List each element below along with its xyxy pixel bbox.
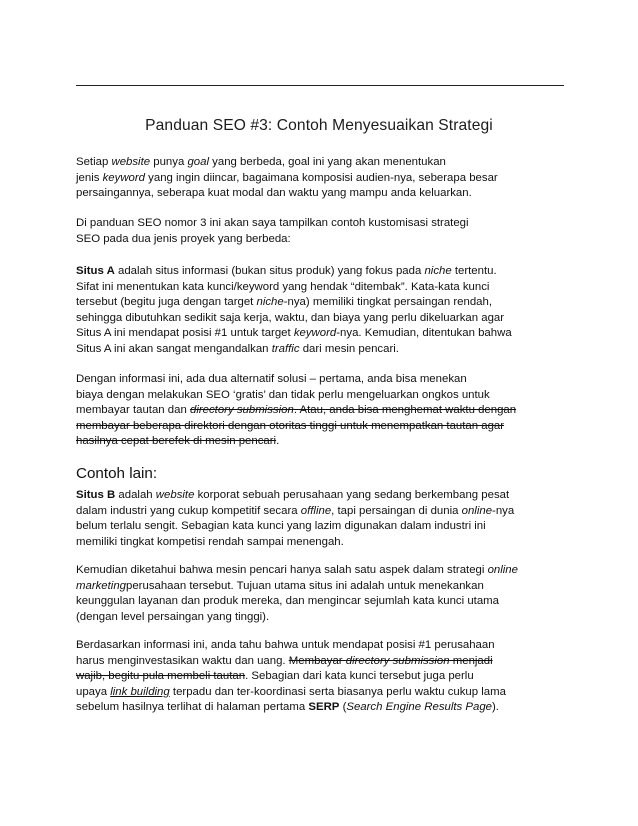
- paragraph-intro: Setiap website punya goal yang berbeda, goal ini yang akan menentukan jenis keyword yang ingin diincar, bagaimana komposisi audien-nya, seberapa besar persaingannya, seberapa kuat modal dan waktu yang mampu anda keluarkan.: [76, 156, 498, 200]
- paragraph-situs-a: Situs A adalah situs informasi (bukan situs produk) yang fokus pada niche tertentu. Sifat ini menentukan kata kunci/keyword yang hendak “ditembak”. Kata-kata kunci tersebut (begitu juga dengan target niche-nya) memiliki tingkat persaingan rendah, sehingga dibutuhkan sedikit saja kerja, waktu, dan biaya yang perlu dikeluarkan agar Situs A ini mendapat posisi #1 untuk target keyword-nya. Kemudian, ditentukan bahwa Situs A ini akan sangat mengandalkan traffic dari mesin pencari.: [76, 265, 512, 355]
- directory-submission-link[interactable]: directory submission: [189, 404, 294, 417]
- paragraph-alternatives: Dengan informasi ini, ada dua alternatif solusi – pertama, anda bisa menekan biaya dengan melakukan SEO ‘gratis’ dan tidak perlu mengeluarkan ongkos untuk membayar tautan dan directory submission. Atau, anda bisa menghemat waktu dengan membayar beberapa direktori dengan otoritas tinggi untuk menempatkan tautan agar hasilnya cepat berefek di mesin pencari.: [76, 373, 517, 448]
- paragraph-situs-b: Situs B adalah website korporat sebuah perusahaan yang sedang berkembang pesat dalam industri yang cukup kompetitif secara offline, tapi persaingan di dunia online-nya belum terlalu sengit. Sebagian kata kunci yang lazim digunakan dalam industri ini memiliki tingkat kompetisi rendah sampai menengah.: [76, 489, 515, 548]
- paragraph-conclusion: Berdasarkan informasi ini, anda tahu bahwa untuk mendapat posisi #1 perusahaan harus menginvestasikan waktu dan uang. Membayar directory submission menjadi wajib, begitu pula membeli tautan. Sebagian dari kata kunci tersebut juga perlu upaya link building terpadu dan ter-koordinasi serta biasanya perlu waktu cukup lama sebelum hasilnya terlihat di halaman pertama SERP (Search Engine Results Page).: [76, 639, 506, 714]
- directory-submission-link-2[interactable]: directory submission: [345, 654, 450, 667]
- page-title: Panduan SEO #3: Contoh Menyesuaikan Strategi: [145, 117, 493, 134]
- header-rule: [76, 85, 564, 86]
- link-building-link[interactable]: link building: [110, 685, 170, 698]
- paragraph-marketing: Kemudian diketahui bahwa mesin pencari hanya salah satu aspek dalam strategi online marketingperusahaan tersebut. Tujuan utama situs ini adalah untuk menekankan keunggulan layanan dan produk mereka, dan mengincar sejumlah kata kunci utama (dengan level persaingan yang tinggi).: [76, 564, 518, 623]
- section-heading: Contoh lain:: [76, 465, 158, 482]
- paragraph-overview: Di panduan SEO nomor 3 ini akan saya tampilkan contoh kustomisasi strategi SEO pada dua jenis proyek yang berbeda:: [76, 217, 469, 245]
